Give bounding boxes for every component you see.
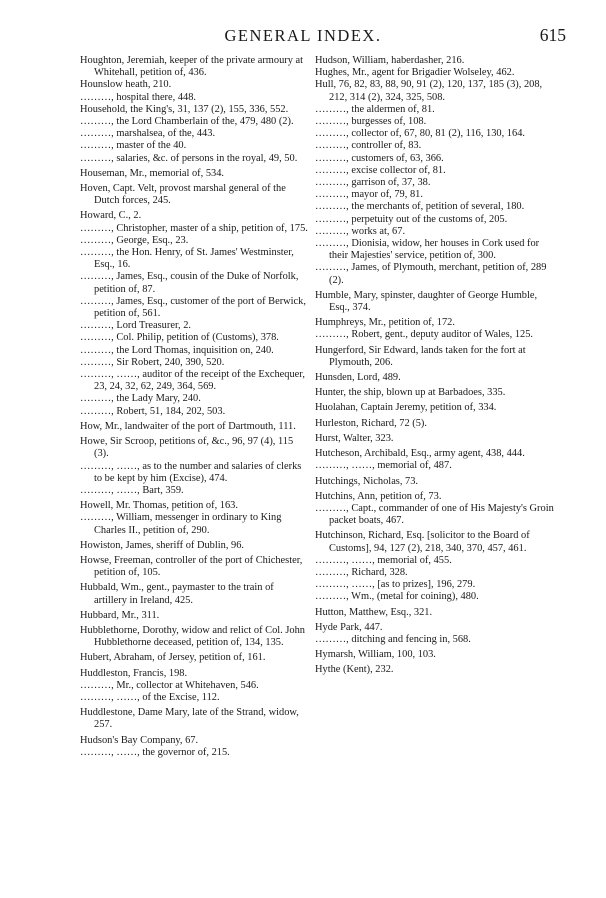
index-entry: ………, burgesses of, 108. bbox=[315, 116, 427, 128]
index-entry: Hubbald, Wm., gent., paymaster to the train of artillery in Ireland, 425. bbox=[80, 582, 274, 606]
index-entry: Howiston, James, sheriff of Dublin, 96. bbox=[80, 539, 245, 551]
index-entry: Hythe (Kent), 232. bbox=[315, 664, 394, 676]
index-entry: ………, Col. Philip, petition of (Customs), 378. bbox=[80, 332, 279, 344]
index-entry: ………, the Lady Mary, 240. bbox=[80, 393, 201, 405]
index-entry: Huddleston, Francis, 198. bbox=[80, 667, 188, 679]
index-entry: Hutchins, Ann, petition of, 73. bbox=[315, 490, 442, 502]
index-entry: ………, collector of, 67, 80, 81 (2), 116, 130, 164. bbox=[315, 128, 525, 140]
index-entry: Hymarsh, William, 100, 103. bbox=[315, 649, 436, 661]
index-entry: Hubblethorne, Dorothy, widow and relict of Col. John Hubblethorne deceased, petition of, 134, 135. bbox=[80, 624, 305, 649]
page-header bbox=[0, 26, 606, 50]
index-entry: Household, the King's, 31, 137 (2), 155, 336, 552. bbox=[80, 103, 289, 115]
index-entry: ………, controller of, 83. bbox=[315, 140, 422, 152]
index-entry: How, Mr., landwaiter of the port of Dartmouth, 111. bbox=[80, 420, 296, 432]
index-entry: Hurleston, Richard, 72 (5). bbox=[315, 417, 427, 429]
index-entry: ………, the aldermen of, 81. bbox=[315, 103, 435, 115]
index-entry: ………, excise collector of, 81. bbox=[315, 164, 446, 176]
index-entry: ………, ……, memorial of, 487. bbox=[315, 460, 452, 472]
index-entry: Huolahan, Captain Jeremy, petition of, 334. bbox=[315, 402, 497, 414]
index-entry: ………, ……, of the Excise, 112. bbox=[80, 691, 220, 703]
index-entry: Howse, Freeman, controller of the port of Chichester, petition of, 105. bbox=[80, 554, 303, 579]
index-entry: ………, mayor of, 79, 81. bbox=[315, 189, 423, 201]
index-entry: Humphreys, Mr., petition of, 172. bbox=[315, 317, 455, 329]
index-entry: Hyde Park, 447. bbox=[315, 621, 383, 633]
index-entry: Howard, C., 2. bbox=[80, 210, 142, 222]
index-entry: ………, Capt., commander of one of His Majesty's Groin packet boats, 467. bbox=[315, 502, 554, 527]
index-entry: ………, Christopher, master of a ship, petition of, 175. bbox=[80, 222, 308, 234]
index-entry: ………, Robert, gent., deputy auditor of Wales, 125. bbox=[315, 329, 534, 341]
index-entry: Houghton, Jeremiah, keeper of the private armoury at Whitehall, petition of, 436. bbox=[80, 55, 304, 79]
index-entry: ………, Richard, 328. bbox=[315, 566, 408, 578]
index-entry: ………, ……, [as to prizes], 196, 279. bbox=[315, 579, 476, 591]
index-entry: ………, ……, as to the number and salaries of clerks to be kept by him (Excise), 474. bbox=[80, 460, 302, 484]
page-number: 615 bbox=[539, 25, 566, 45]
index-entry: ………, garrison of, 37, 38. bbox=[315, 177, 431, 189]
index-entry: ………, ditching and fencing in, 568. bbox=[315, 633, 471, 645]
index-entry: ………, ……, auditor of the receipt of the Exchequer, 23, 24, 32, 62, 249, 364, 569. bbox=[80, 369, 305, 393]
index-entry: Hudson, William, haberdasher, 216. bbox=[315, 55, 465, 66]
index-entry: Hurst, Walter, 323. bbox=[315, 432, 394, 444]
index-column-left bbox=[80, 55, 308, 759]
index-entry: ………, James, Esq., cousin of the Duke of Norfolk, petition of, 87. bbox=[80, 271, 299, 295]
index-entry: ………, perpetuity out of the customs of, 205. bbox=[315, 213, 508, 225]
index-entry: ………, master of the 40. bbox=[80, 140, 187, 152]
index-column-right bbox=[315, 55, 555, 677]
index-entry: ………, the Lord Thomas, inquisition on, 240. bbox=[80, 344, 274, 356]
index-entry: Hutchings, Nicholas, 73. bbox=[315, 475, 419, 487]
index-entry: Hull, 76, 82, 83, 88, 90, 91 (2), 120, 137, 185 (3), 208, 212, 314 (2), 324, 325, 508. bbox=[315, 79, 543, 103]
running-title: GENERAL INDEX. bbox=[224, 26, 382, 45]
index-entry: Hubbard, Mr., 311. bbox=[80, 609, 160, 621]
index-entry: ………, Robert, 51, 184, 202, 503. bbox=[80, 405, 226, 417]
index-entry: Huddlestone, Dame Mary, late of the Strand, widow, 257. bbox=[80, 707, 299, 731]
index-entry: Hounslow heath, 210. bbox=[80, 79, 172, 91]
index-entry: ………, the merchants of, petition of several, 180. bbox=[315, 201, 525, 213]
index-entry: Hutcheson, Archibald, Esq., army agent, 438, 444. bbox=[315, 448, 525, 460]
index-entry: ………, Dionisia, widow, her houses in Cork used for their Majesties' service, petition of, 300. bbox=[315, 238, 540, 262]
index-entry: ………, marshalsea, of the, 443. bbox=[80, 128, 216, 140]
index-entry: ………, James, of Plymouth, merchant, petition of, 289 (2). bbox=[315, 262, 547, 286]
index-entry: ………, the Lord Chamberlain of the, 479, 480 (2). bbox=[80, 116, 294, 128]
index-entry: Hoven, Capt. Velt, provost marshal general of the Dutch forces, 245. bbox=[80, 183, 286, 207]
index-entry: ………, works at, 67. bbox=[315, 225, 406, 237]
index-entry: Hutton, Matthew, Esq., 321. bbox=[315, 606, 433, 618]
index-entry: Hunsden, Lord, 489. bbox=[315, 372, 401, 384]
index-entry: Howell, Mr. Thomas, petition of, 163. bbox=[80, 500, 238, 512]
index-entry: ………, Sir Robert, 240, 390, 520. bbox=[80, 356, 225, 368]
index-entry: Humble, Mary, spinster, daughter of George Humble, Esq., 374. bbox=[315, 289, 538, 314]
index-entry: ………, William, messenger in ordinary to King Charles II., petition of, 290. bbox=[80, 512, 282, 536]
index-entry: Hudson's Bay Company, 67. bbox=[80, 734, 199, 746]
index-entry: ………, hospital there, 448. bbox=[80, 91, 197, 103]
index-entry: Hungerford, Sir Edward, lands taken for the fort at Plymouth, 206. bbox=[315, 344, 526, 368]
index-entry: Hunter, the ship, blown up at Barbadoes, 335. bbox=[315, 387, 506, 399]
index-entry: Hutchinson, Richard, Esq. [solicitor to the Board of Customs], 94, 127 (2), 218, 340, 370, 457, 461. bbox=[315, 530, 530, 554]
index-entry: ………, salaries, &c. of persons in the royal, 49, 50. bbox=[80, 152, 298, 164]
index-entry: ………, the Hon. Henry, of St. James' Westminster, Esq., 16. bbox=[80, 247, 294, 271]
index-entry: ………, ……, memorial of, 455. bbox=[315, 554, 452, 566]
index-entry: ………, James, Esq., customer of the port of Berwick, petition of, 561. bbox=[80, 295, 306, 320]
index-entry: ………, George, Esq., 23. bbox=[80, 234, 189, 246]
index-entry: ………, ……, Bart, 359. bbox=[80, 484, 184, 496]
index-entry: ………, customers of, 63, 366. bbox=[315, 152, 444, 164]
index-entry: ………, ……, the governor of, 215. bbox=[80, 746, 230, 758]
index-entry: Houseman, Mr., memorial of, 534. bbox=[80, 167, 225, 179]
index-entry: ………, Mr., collector at Whitehaven, 546. bbox=[80, 679, 259, 691]
index-entry: ………, Wm., (metal for coining), 480. bbox=[315, 591, 479, 603]
index-entry: Hughes, Mr., agent for Brigadier Wolseley, 462. bbox=[315, 67, 515, 79]
index-entry: ………, Lord Treasurer, 2. bbox=[80, 320, 191, 332]
index-entry: Hubert, Abraham, of Jersey, petition of, 161. bbox=[80, 652, 266, 664]
index-entry: Howe, Sir Scroop, petitions of, &c., 96, 97 (4), 115 (3). bbox=[80, 436, 294, 460]
